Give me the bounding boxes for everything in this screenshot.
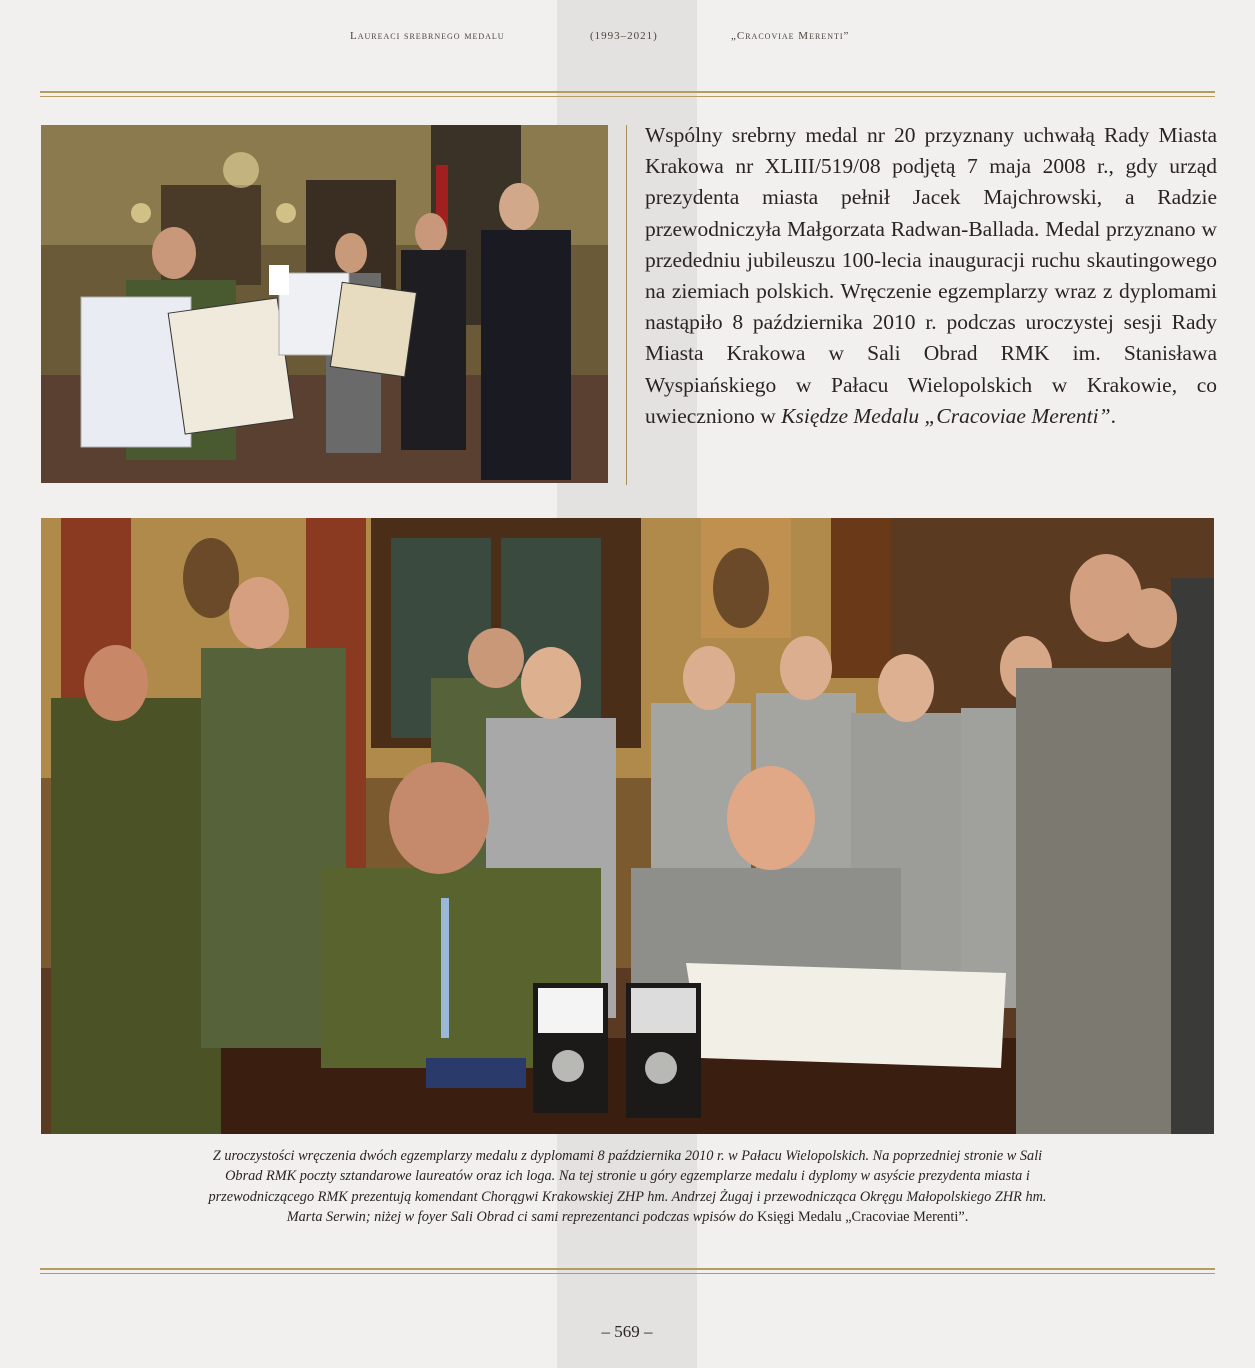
article-paragraph	[645, 120, 1217, 432]
page-number: – 569 –	[601, 1322, 653, 1341]
header-left: Laureaci srebrnego medalu	[350, 30, 505, 42]
top-gold-rule	[40, 91, 1215, 97]
header-center: (1993–2021)	[590, 30, 658, 42]
caption-book-title: Księgi Medalu „Cracoviae Merenti”	[757, 1209, 965, 1226]
caption-text: Z uroczystości wręczenia dwóch egzemplarzy medalu z dyplomami 8 października 2010 r. w Pałacu Wielopolskich. Na poprzedniej stronie w Sali Obrad RMK poczty sztandarowe laureatów oraz ich loga. Na tej stronie u góry egzemplarze medalu i dyplomy w asyście prezydenta miasta i przewodniczącego RMK prezentują komendant Chorągwi Krakowskiej ZHP hm. Andrzej Żugaj i przewodnicząca Okręgu Małopolskiego ZHR hm. Marta Serwin; niżej w foyer Sali Obrad ci sami reprezentanci podczas wpisów do	[208, 1148, 1047, 1226]
bottom-gold-rule	[40, 1268, 1215, 1274]
signing-photo-art	[41, 518, 1214, 1134]
signing-photo	[41, 518, 1214, 1134]
running-header	[0, 30, 1255, 50]
book-title: Księdze Medalu „Cracoviae Merenti”	[781, 403, 1111, 428]
caption-end: .	[964, 1209, 969, 1226]
ceremony-photo-art	[41, 125, 608, 483]
photo-caption	[195, 1146, 1060, 1228]
article-text: Wspólny srebrny medal nr 20 przyznany uchwałą Rady Miasta Krakowa nr XLIII/519/08 podjętą 7 maja 2008 r., gdy urząd prezydenta miasta pełnił Jacek Majchrowski, a Radzie przewodniczyła Małgorzata Radwan-Ballada. Medal przyznano w przededniu jubileuszu 100-lecia inauguracji ruchu skautingowego na ziemiach polskich. Wręczenie egzemplarzy wraz z dyplomami nastąpiło 8 października 2010 r. podczas uroczystej sesji Rady Miasta Krakowa w Sali Obrad RMK im. Stanisława Wyspiańskiego w Pałacu Wielopolskich w Krakowie, co uwieczniono w	[645, 123, 1217, 428]
header-right: „Cracoviae Merenti”	[731, 30, 850, 42]
column-divider	[626, 125, 627, 485]
ceremony-photo	[41, 125, 608, 483]
article-end: .	[1110, 403, 1116, 428]
